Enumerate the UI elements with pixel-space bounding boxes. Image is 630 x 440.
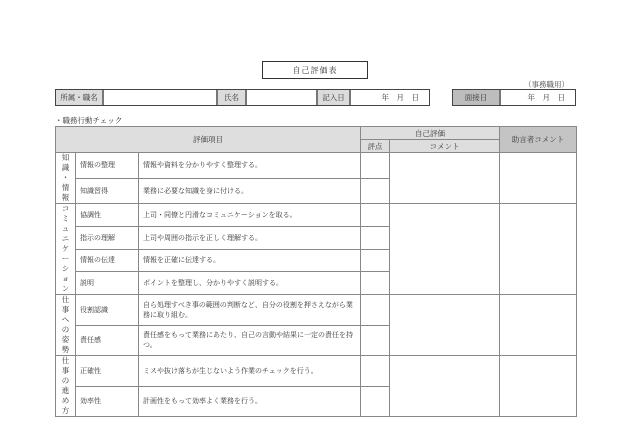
item-name: 情報の伝達 [76,249,139,272]
comment-cell[interactable] [390,356,500,417]
item-name: 責任感 [76,325,139,356]
header-score: 評点 [361,140,390,153]
item-description: 上司や周囲の指示を正しく理解する。 [139,226,361,249]
info-frame-right [452,89,576,106]
category-work-attitude: 仕 事 へ の 姿 勢 [56,295,76,356]
item-description: 自ら処理すべき事の範囲の判断など、自分の役割を押さえながら業務に取り組む。 [139,295,361,326]
item-description: 責任感をもって業務にあたり、自己の言動や結果に一定の責任を持つ。 [139,325,361,356]
header-evaluation-item: 評価項目 [56,127,361,153]
interview-date-field[interactable]: 年 月 日 [500,89,576,106]
score-cell[interactable] [361,249,390,272]
info-frame-left [55,89,430,106]
header-comment: コメント [390,140,500,153]
advisor-comment-cell[interactable] [500,204,577,295]
score-cell[interactable] [361,272,390,295]
comment-cell[interactable] [390,295,500,356]
header-advisor-comment: 助言者コメント [500,127,577,153]
score-cell[interactable] [361,226,390,249]
evaluation-table [55,126,577,417]
item-name: 正確性 [76,356,139,387]
category-work-approach: 仕 事 の 進 め 方 [56,356,76,417]
entry-date-field[interactable]: 年 月 日 [350,89,430,106]
item-name: 協調性 [76,204,139,227]
advisor-comment-cell[interactable] [500,295,577,356]
item-name: 説明 [76,272,139,295]
item-description: 計画性をもって効率よく業務を行う。 [139,386,361,417]
advisor-comment-cell[interactable] [500,153,577,204]
score-cell[interactable] [361,295,390,326]
table-row [56,295,577,326]
affiliation-label: 所属・職名 [55,89,103,106]
name-label: 氏名 [217,89,246,106]
item-description: ミスや抜け落ちが生じないよう作業のチェックを行う。 [139,356,361,387]
comment-cell[interactable] [390,153,500,204]
item-name: 指示の理解 [76,226,139,249]
score-cell[interactable] [361,386,390,417]
category-communication: コ ミ ュ ニ ケ ー シ ョ ン [56,204,76,295]
item-description: 業務に必要な知識を身に付ける。 [139,178,361,204]
table-row [56,153,577,179]
item-description: 情報や資料を分かりやすく整理する。 [139,153,361,179]
score-cell[interactable] [361,153,390,179]
category-knowledge: 知 識 ・ 情 報 [56,153,76,204]
score-cell[interactable] [361,325,390,356]
comment-cell[interactable] [390,204,500,295]
office-use-note: （事務職用） [524,80,569,89]
entry-date-label: 記入日 [317,89,350,106]
document-title: 自己評価表 [262,61,368,79]
item-name: 知識習得 [76,178,139,204]
item-name: 役割認識 [76,295,139,326]
score-cell[interactable] [361,178,390,204]
interview-date-label: 面接日 [452,89,500,106]
item-description: 情報を正確に伝達する。 [139,249,361,272]
advisor-comment-cell[interactable] [500,356,577,417]
item-description: ポイントを整理し、分かりやすく説明する。 [139,272,361,295]
item-description: 上司・同僚と円滑なコミュニケーションを取る。 [139,204,361,227]
item-name: 効率性 [76,386,139,417]
table-row [56,356,577,387]
header-self-evaluation: 自己評価 [361,127,500,140]
table-row [56,204,577,227]
item-name: 情報の整理 [76,153,139,179]
score-cell[interactable] [361,204,390,227]
section-label: ・職務行動チェック [55,116,123,125]
score-cell[interactable] [361,356,390,387]
